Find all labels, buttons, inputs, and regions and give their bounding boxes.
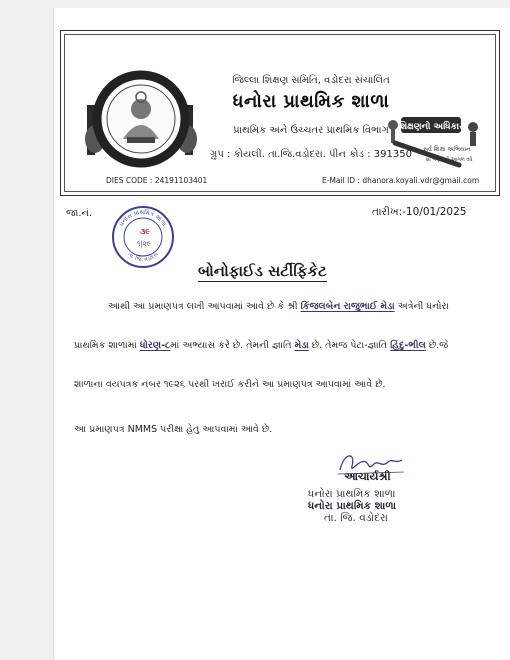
signatory-stamp-school: ધનોરા પ્રાથમિક શાળા — [308, 500, 397, 512]
body-line-4: આ પ્રમાણપત્ર NMMS પરીક્ષા હેતુ આપવામાં આવે છે. — [74, 424, 273, 435]
body-line-2-mid1: માં અભ્યાસ કરે છે. તેમની જ્ઞાતિ — [170, 340, 295, 351]
body-line-3: શાળાના વયપત્રક નંબર ૧૯૨૬ પરથી ખરાઈ કરીને આ પ્રમાણપત્ર આપવામાં આવે છે. — [74, 379, 386, 390]
body-line-2-prefix: પ્રાથમિક શાળામાં — [74, 340, 140, 351]
stamp-date: ૧|૨૯ — [136, 240, 152, 248]
subcaste-value: હિંદુ-ભીલ — [390, 340, 426, 351]
body-line-2 — [74, 340, 448, 351]
committee-line: જિલ્લા શિક્ષણ સમિતિ, વડોદરા સંચાલિત — [232, 75, 390, 86]
certificate-page — [54, 8, 510, 660]
issue-date: તારીખ:-10/01/2025 — [372, 206, 467, 218]
svg-text:તા. જિ. વડોદરા — [127, 251, 160, 263]
campaign-line1: સર્વ શિક્ષા અભિયાન — [423, 146, 471, 153]
standard-value: ધોરણ-૮ — [139, 340, 171, 351]
school-round-stamp-icon — [110, 204, 176, 270]
stamp-number: ૩૯ — [139, 227, 151, 236]
department-line: પ્રાથમિક અને ઉચ્ચતર પ્રાથમિક વિભાગ — [233, 125, 389, 136]
student-name: કિંજલબેન રાજુભાઈ મેડા — [300, 301, 395, 312]
signatory-school-stamp — [308, 488, 396, 524]
body-line-2-mid2: છે. તેમજ પેટા-જ્ઞાતિ — [308, 340, 391, 351]
school-emblem-icon — [81, 61, 201, 181]
signatory-stamp-place: તા. જિ. વડોદરા — [324, 512, 388, 524]
body-line-2-suffix: છે.જે — [425, 340, 449, 351]
campaign-line2: સૌ ભણે, સૌ આગળ વધે — [425, 157, 473, 163]
caste-value: મેડા — [294, 340, 309, 351]
body-line-1 — [108, 301, 449, 312]
principal-title: આચાર્યશ્રી — [344, 470, 391, 483]
email-address: E-Mail ID : dhanora.koyali.vdr@gmail.com — [322, 176, 480, 185]
stamp-bottom-text: તા. જિ. વડોદરા — [126, 251, 160, 264]
signatory-school-name: ધનોરા પ્રાથમિક શાળા — [308, 488, 396, 500]
body-line-1-prefix: આથી આ પ્રમાણપત્ર લખી આપવામાં આવે છે કે શ્રી — [108, 301, 301, 312]
school-name-heading: ધનોરા પ્રાથમિક શાળા — [232, 91, 390, 112]
campaign-logo-icon — [387, 113, 497, 173]
stamp-top-text: ધનોરા પ્રાથમિક શાળા — [118, 208, 168, 228]
certificate-title: બોનોફાઈડ સર્ટીફિકેટ — [198, 262, 327, 280]
dies-code: DIES CODE : 24191103401 — [106, 176, 208, 185]
reference-number-label: જા.નં. — [66, 208, 93, 219]
address-line: ગ્રુપ : કોયલી. તા.જિ.વડોદરા. પીન કોડ : 391350 — [210, 149, 412, 160]
letterhead — [60, 30, 500, 196]
campaign-title: શિક્ષણનો અધિકાર — [398, 122, 464, 132]
body-line-1-suffix: અત્રેની ધનોરા — [394, 301, 449, 312]
